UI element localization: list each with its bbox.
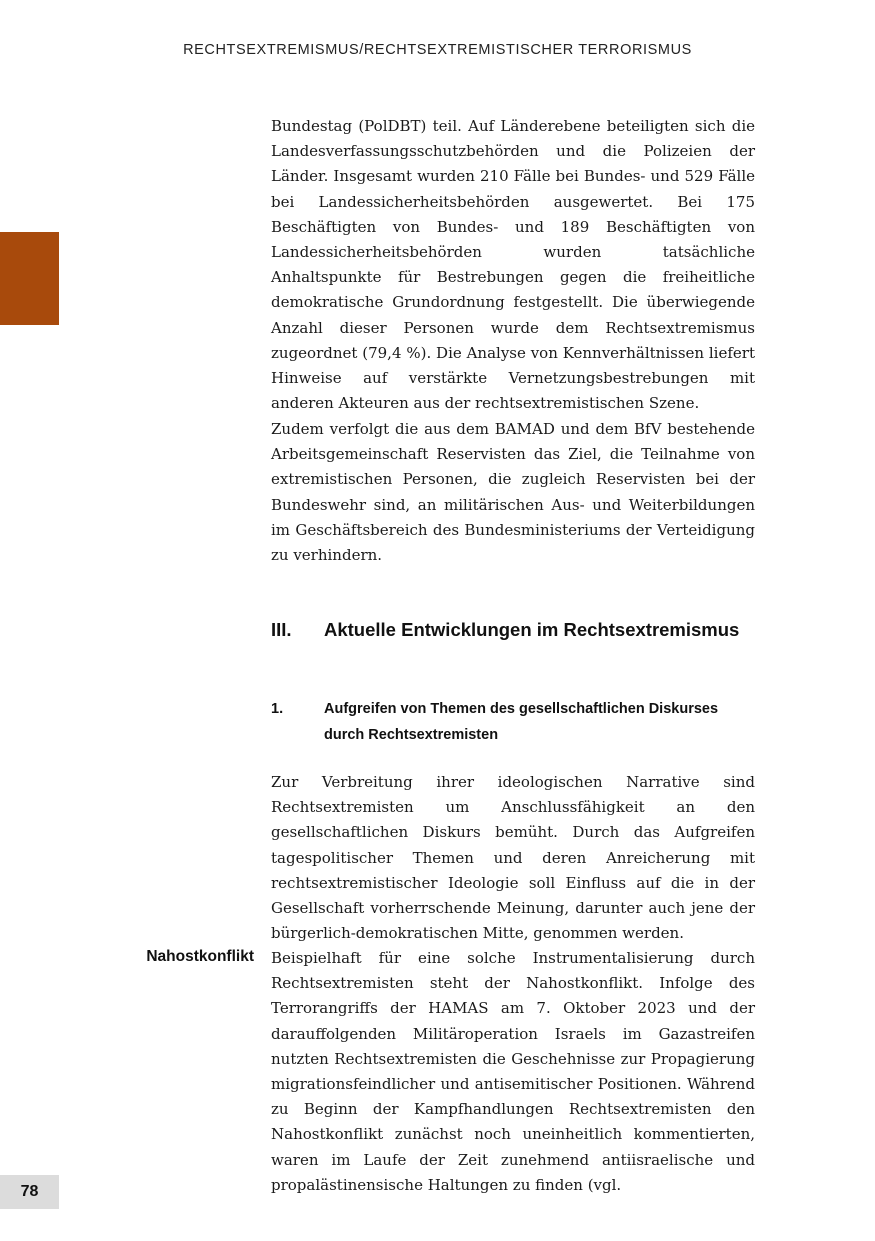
body-paragraph-2: Zudem verfolgt die aus dem BAMAD und dem BfV bestehende Arbeitsgemeinschaft Reservisten das Ziel, die Teilnahme von extremistischen Personen, die zugleich Reservisten bei der Bundeswehr sind, an militärischen Aus- und Weiterbildungen im Geschäftsbereich des Bundesministeriums der Verteidigung zu verhindern. [271,420,755,565]
margin-note: Nahostkonflikt [146,948,254,965]
chapter-heading [271,619,771,641]
chapter-title: Aktuelle Entwicklungen im Rechtsextremismus [324,619,740,640]
chapter-color-tab [0,232,59,325]
page-number: 78 [0,1175,59,1209]
section-number: 1. [271,701,284,717]
section-heading [271,696,755,748]
body-paragraph-4: Beispielhaft für eine solche Instrumentalisierung durch Rechtsextremisten steht der Nahostkonflikt. Infolge des Terrorangriffs der HAMAS am 7. Oktober 2023 und der darauffolgenden Militäroperation Israels im Gazastreifen nutzten Rechtsextremisten die Geschehnisse zur Propagierung migrationsfeindlicher und antisemitischer Positionen. Während zu Beginn der Kampfhandlungen Rechtsextremisten den Nahostkonflikt zunächst noch uneinheitlich kommentierten, waren im Laufe der Zeit zunehmend antiisraelische und propalästinensische Haltungen zu finden (vgl. [271,949,755,1194]
running-header: RECHTSEXTREMISMUS/RECHTSEXTREMISTISCHER TERRORISMUS [183,42,692,58]
chapter-number: III. [271,619,292,640]
body-paragraph-3: Zur Verbreitung ihrer ideologischen Narrative sind Rechtsextremisten um Anschlussfähigkeit an den gesellschaftlichen Diskurs bemüht. Durch das Aufgreifen tagespolitischer Themen und deren Anreicherung mit rechtsextremistischer Ideologie soll Einfluss auf die in der Gesellschaft vorherrschende Meinung, darunter auch jene der bürgerlich-demokratischen Mitte, genommen werden. [271,773,755,943]
section-title: Aufgreifen von Themen des gesellschaftlichen Diskurses durch Rechtsextremisten [324,701,719,743]
body-paragraph-1: Bundestag (PolDBT) teil. Auf Länderebene beteiligten sich die Landesverfassungsschutzbehörden und die Polizeien der Länder. Insgesamt wurden 210 Fälle bei Bundes- und 529 Fälle bei Landessicherheitsbehörden ausgewertet. Bei 175 Beschäftigten von Bundes- und 189 Beschäftigten von Landessicherheitsbehörden wurden tatsächliche Anhaltspunkte für Bestrebungen gegen die freiheitliche demokratische Grundordnung festgestellt. Die überwiegende Anzahl dieser Personen wurde dem Rechtsextremismus zugeordnet (79,4 %). Die Analyse von Kennverhältnissen liefert Hinweise auf verstärkte Vernetzungsbestrebungen mit anderen Akteuren aus der rechtsextremistischen Szene. [271,117,755,413]
